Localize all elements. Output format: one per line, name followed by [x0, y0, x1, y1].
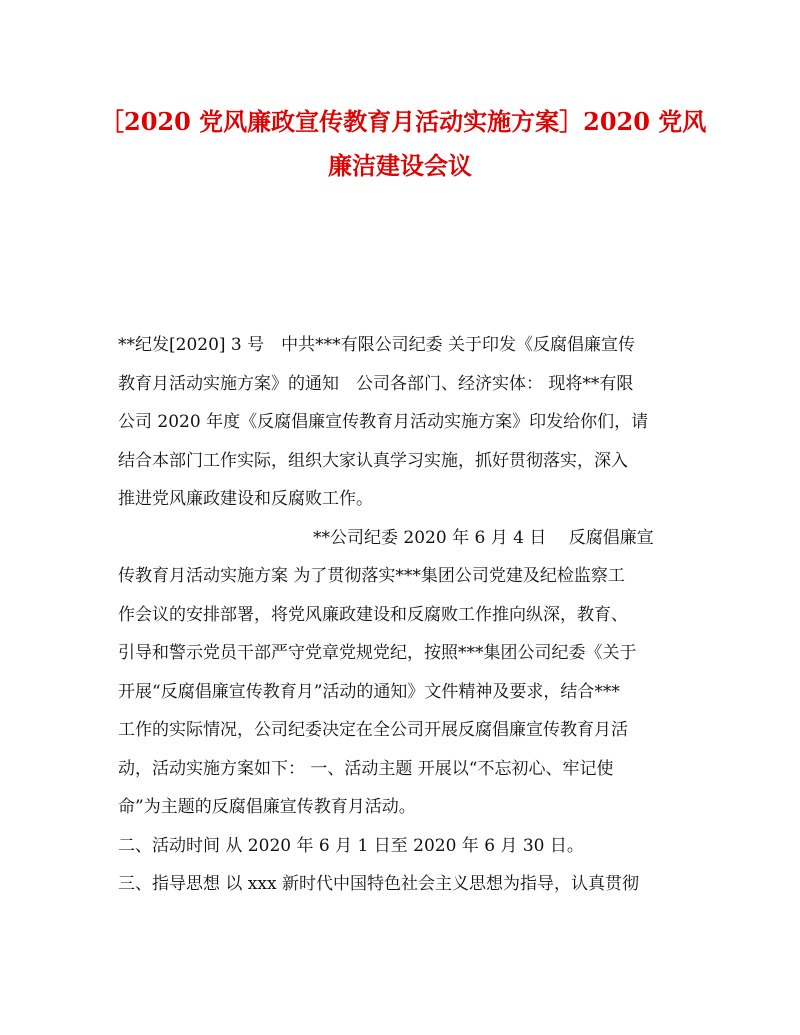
body-line: 动，活动实施方案如下： 一、活动主题 开展以“不忘初心、牢记使: [118, 758, 614, 779]
title-line-2: 廉洁建设会议: [328, 151, 472, 180]
document-body: [118, 326, 698, 904]
body-line: 二、活动时间 从 2020 年 6 月 1 日至 2020 年 6 月 30 日。: [118, 835, 584, 856]
body-line: 推进党风廉政建设和反腐败工作。: [118, 489, 373, 509]
body-line: 公司 2020 年度《反腐倡廉宣传教育月活动实施方案》印发给你们，请: [118, 412, 649, 432]
body-line: 命”为主题的反腐倡廉宣传教育月活动。: [118, 797, 416, 817]
document-title: [100, 100, 707, 188]
body-line: 结合本部门工作实际，组织大家认真学习实施，抓好贯彻落实，深入: [118, 450, 628, 471]
body-line-signature: **公司纪委 2020 年 6 月 4 日 反腐倡廉宣: [313, 527, 654, 548]
body-line: **纪发[2020] 3 号 中共***有限公司纪委 关于印发《反腐倡廉宣传: [118, 335, 636, 355]
body-line: 开展“反腐倡廉宣传教育月”活动的通知》文件精神及要求，结合***: [118, 681, 620, 702]
body-line: 传教育月活动实施方案 为了贯彻落实***集团公司党建及纪检监察工: [118, 566, 625, 586]
body-line: 工作的实际情况，公司纪委决定在全公司开展反腐倡廉宣传教育月活: [118, 720, 628, 740]
body-line: 引导和警示党员干部严守党章党规党纪，按照***集团公司纪委《关于: [118, 643, 637, 663]
body-line: 三、指导思想 以 xxx 新时代中国特色社会主义思想为指导，认真贯彻: [118, 874, 639, 894]
title-line-1: ［2020 党风廉政宣传教育月活动实施方案］2020 党风: [100, 107, 707, 136]
body-line: 教育月活动实施方案》的通知 公司各部门、经济实体： 现将**有限: [118, 373, 634, 394]
body-line: 作会议的安排部署，将党风廉政建设和反腐败工作推向纵深，教育、: [118, 604, 628, 625]
